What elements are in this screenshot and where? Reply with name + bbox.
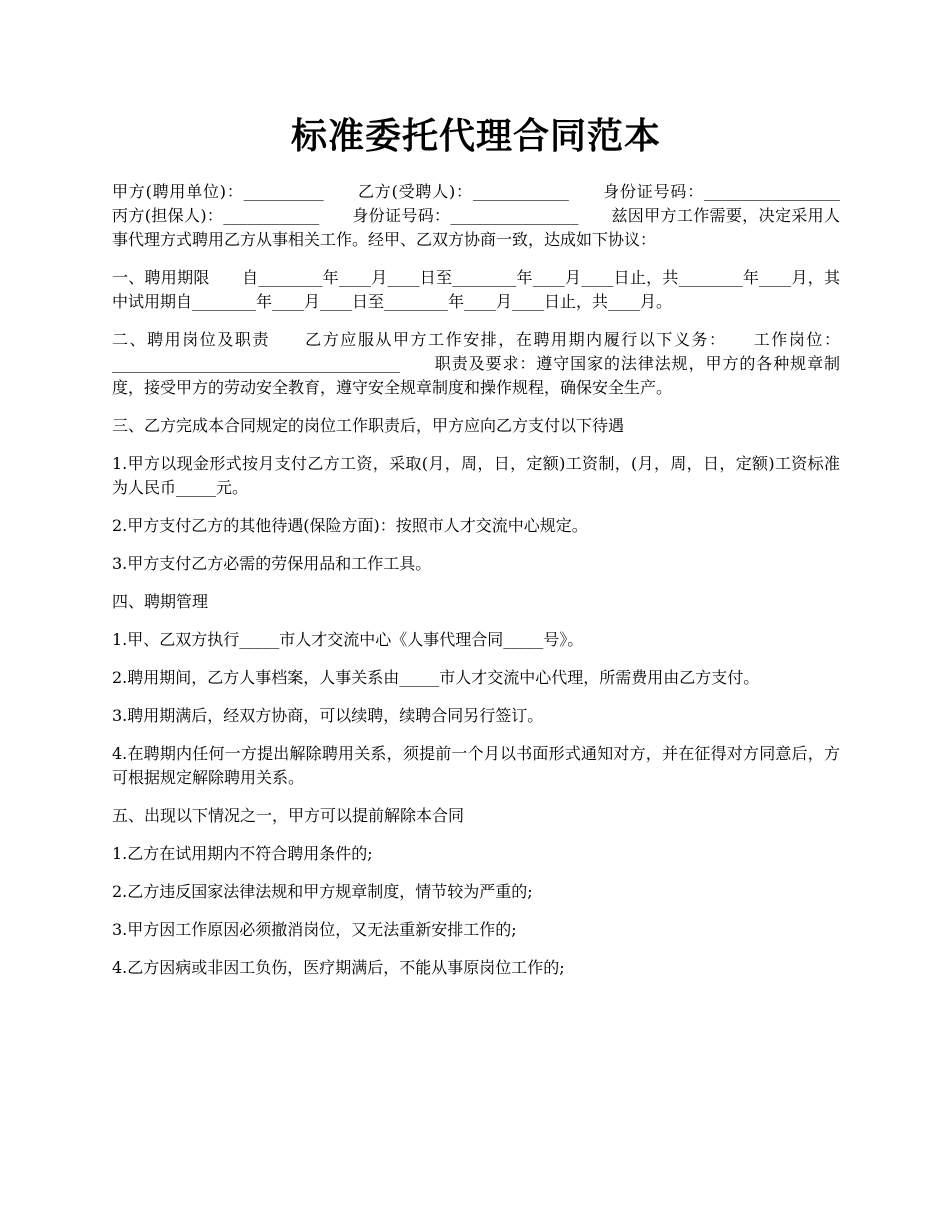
paragraph-5-1: 1.乙方在试用期内不符合聘用条件的; xyxy=(112,844,373,863)
document-body xyxy=(112,180,873,994)
paragraph-5-3: 3.甲方因工作原因必须撤消岗位，又无法重新安排工作的; xyxy=(112,920,517,939)
paragraph-3-3: 3.甲方支付乙方必需的劳保用品和工作工具。 xyxy=(112,554,432,573)
paragraph-5-2: 2.乙方违反国家法律法规和甲方规章制度，情节较为严重的; xyxy=(112,882,533,901)
paragraph-4-3: 3.聘用期满后，经双方协商，可以续聘，续聘合同另行签订。 xyxy=(112,706,544,725)
paragraph-5-4: 4.乙方因病或非因工负伤，医疗期满后，不能从事原岗位工作的; xyxy=(112,958,565,977)
paragraph-3-2: 2.甲方支付乙方的其他待遇(保险方面)：按照市人才交流中心规定。 xyxy=(112,516,588,535)
paragraph-4-1: 1.甲、乙双方执行_____市人才交流中心《人事代理合同_____号》。 xyxy=(112,630,584,649)
paragraph-position: 二、聘用岗位及职责 乙方应服从甲方工作安排，在聘用期内履行以下义务： 工作岗位：____________________________________ 职责及要求：遵守国家的法律法规，甲方的各种规章制度，接受甲方的劳动安全教育，遵守安全规章制度和操作规程，确保安全生产。 xyxy=(112,330,840,397)
paragraph-4-4: 4.在聘期内任何一方提出解除聘用关系，须提前一个月以书面形式通知对方，并在征得对方同意后，方可根据规定解除聘用关系。 xyxy=(112,744,840,787)
paragraph-section-three: 三、乙方完成本合同规定的岗位工作职责后，甲方应向乙方支付以下待遇 xyxy=(112,416,625,435)
document-title: 标准委托代理合同范本 xyxy=(290,115,661,157)
paragraph-section-five: 五、出现以下情况之一，甲方可以提前解除本合同 xyxy=(112,806,465,825)
paragraph-4-2: 2.聘用期间，乙方人事档案，人事关系由_____市人才交流中心代理，所需费用由乙方支付。 xyxy=(112,668,760,687)
paragraph-parties: 甲方(聘用单位)：__________ 乙方(受聘人)：____________ 身份证号码：_________________ 丙方(担保人)：____________ 身份证号码：________________ 兹因甲方工作需要，决定采用人事代理方式聘用乙方从事相关工作。经甲、乙双方协商一致，达成如下协议： xyxy=(112,182,873,249)
paragraph-term: 一、聘用期限 自________年____月____日至________年____月____日止，共________年____月，其中试用期自________年____月____日至________年____月____日止，共____月。 xyxy=(112,268,840,311)
paragraph-section-four: 四、聘期管理 xyxy=(112,592,209,611)
paragraph-3-1: 1.甲方以现金形式按月支付乙方工资，采取(月，周，日，定额)工资制，(月，周，日，定额)工资标准为人民币_____元。 xyxy=(112,454,840,497)
